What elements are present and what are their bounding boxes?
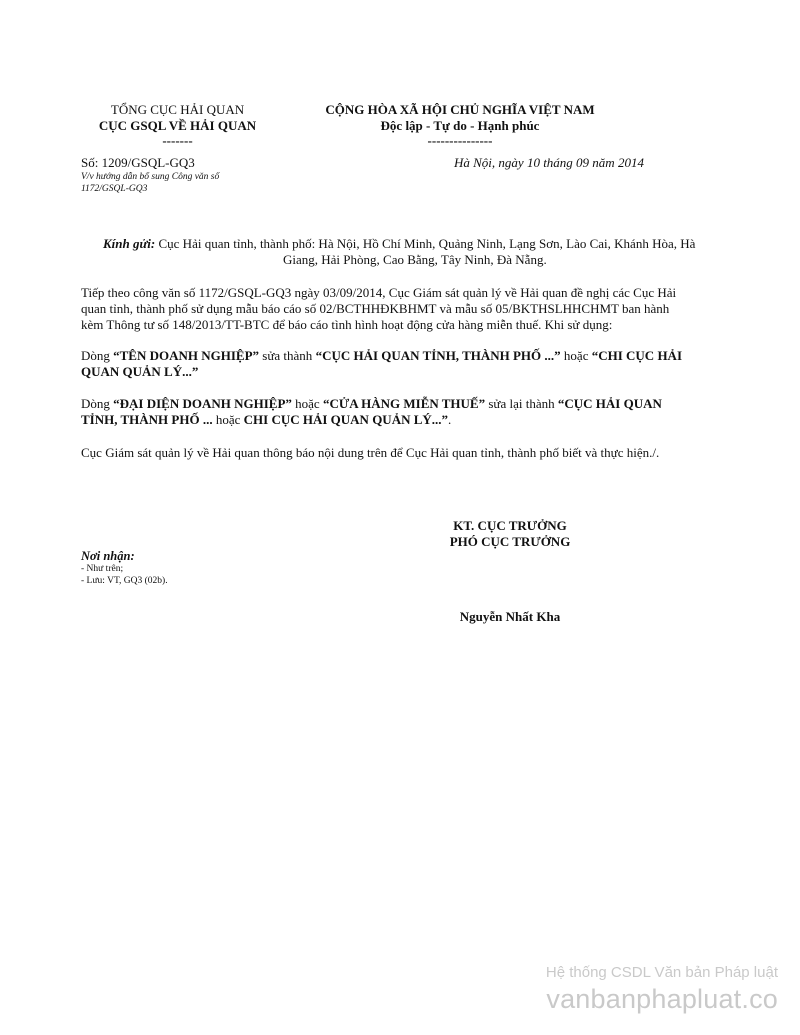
recipient-item-2: - Lưu: VT, GQ3 (02b). xyxy=(81,576,168,586)
document-number: Số: 1209/GSQL-GQ3 xyxy=(81,155,195,170)
paragraph-3-line-2 xyxy=(81,412,662,428)
recipient-line-2: Giang, Hải Phòng, Cao Bằng, Tây Ninh, Đà Nẵng. xyxy=(283,252,547,267)
country-name: CỘNG HÒA XÃ HỘI CHỦ NGHĨA VIỆT NAM xyxy=(325,102,595,117)
paragraph-4: Cục Giám sát quản lý về Hải quan thông báo nội dung trên để Cục Hải quan tỉnh, thành phố biết và thực hiện./. xyxy=(81,445,660,460)
bold-fragment: “CỬA HÀNG MIỄN THUẾ” xyxy=(322,396,486,411)
bold-fragment: TỈNH, THÀNH PHỐ ... xyxy=(81,412,213,427)
signature-title-block xyxy=(420,518,600,550)
paragraph-1 xyxy=(81,285,676,333)
national-motto: Độc lập - Tự do - Hạnh phúc xyxy=(380,118,540,133)
bold-fragment: “CỤC HẢI QUAN TỈNH, THÀNH PHỐ ...” xyxy=(315,348,561,363)
paragraph-1-line-1: Tiếp theo công văn số 1172/GSQL-GQ3 ngày 03/09/2014, Cục Giám sát quản lý về Hải quan đề nghị các Cục Hải xyxy=(81,285,677,300)
recipients-block xyxy=(81,549,168,587)
text-fragment: sửa lại thành xyxy=(485,396,558,411)
text-fragment: Dòng xyxy=(81,348,114,363)
subject-line-2: 1172/GSQL-GQ3 xyxy=(81,184,148,194)
text-fragment: hoặc xyxy=(291,396,323,411)
watermark-title: Hệ thống CSDL Văn bản Pháp luật xyxy=(545,964,778,981)
paragraph-2 xyxy=(81,348,682,380)
paragraph-2-line-1 xyxy=(81,348,682,364)
recipient-label: Kính gửi: xyxy=(103,236,156,251)
paragraph-3 xyxy=(81,396,662,428)
signer-name: Nguyễn Nhất Kha xyxy=(459,609,561,624)
text-fragment: hoặc xyxy=(212,412,244,427)
text-fragment: sửa thành xyxy=(259,348,316,363)
paragraph-2-line-2: QUAN QUẢN LÝ...” xyxy=(81,364,199,379)
watermark-url: vanbanphapluat.co xyxy=(546,984,778,1014)
recipient-item-1: - Như trên; xyxy=(81,564,124,574)
text-fragment: Dòng xyxy=(81,396,114,411)
bold-fragment: “CỤC HẢI QUAN xyxy=(557,396,662,411)
header-right-rule: --------------- xyxy=(427,133,493,148)
text-fragment: hoặc xyxy=(560,348,592,363)
recipient-line-1 xyxy=(103,236,695,252)
recipients-title: Nơi nhận: xyxy=(81,549,135,563)
subject-line-1: V/v hướng dẫn bổ sung Công văn số xyxy=(81,172,220,182)
document-subject xyxy=(81,171,219,195)
paragraph-3-line-1 xyxy=(81,396,662,412)
paragraph-1-line-3: kèm Thông tư số 148/2013/TT-BTC để báo cáo tình hình hoạt động cửa hàng miễn thuế. Khi sử dụng: xyxy=(81,317,613,332)
national-title-block xyxy=(305,102,615,147)
header-left-rule: ------- xyxy=(162,133,193,148)
bold-fragment: “CHI CỤC HẢI xyxy=(591,348,683,363)
issuing-agency-block xyxy=(85,102,270,147)
department-name: CỤC GSQL VỀ HẢI QUAN xyxy=(98,118,257,133)
signature-line-2: PHÓ CỤC TRƯỞNG xyxy=(449,534,571,549)
paragraph-1-line-2: quan tỉnh, thành phố sử dụng mẫu báo cáo số 02/BCTHHĐKBHMT và mẫu số 05/BKTHSLHHCHMT ban hành xyxy=(81,301,670,316)
agency-name: TỔNG CỤC HẢI QUAN xyxy=(110,102,245,117)
bold-fragment: “TÊN DOANH NGHIỆP” xyxy=(113,348,260,363)
bold-fragment: CHI CỤC HẢI QUAN QUẢN LÝ...” xyxy=(243,412,449,427)
text-fragment: . xyxy=(448,412,452,427)
bold-fragment: “ĐẠI DIỆN DOANH NGHIỆP” xyxy=(113,396,292,411)
document-date: Hà Nội, ngày 10 tháng 09 năm 2014 xyxy=(454,155,644,170)
signature-line-1: KT. CỤC TRƯỞNG xyxy=(453,518,567,533)
recipient-text-1: Cục Hải quan tỉnh, thành phố: Hà Nội, Hồ Chí Minh, Quảng Ninh, Lạng Sơn, Lào Cai, Khánh Hòa, Hà xyxy=(155,236,696,251)
